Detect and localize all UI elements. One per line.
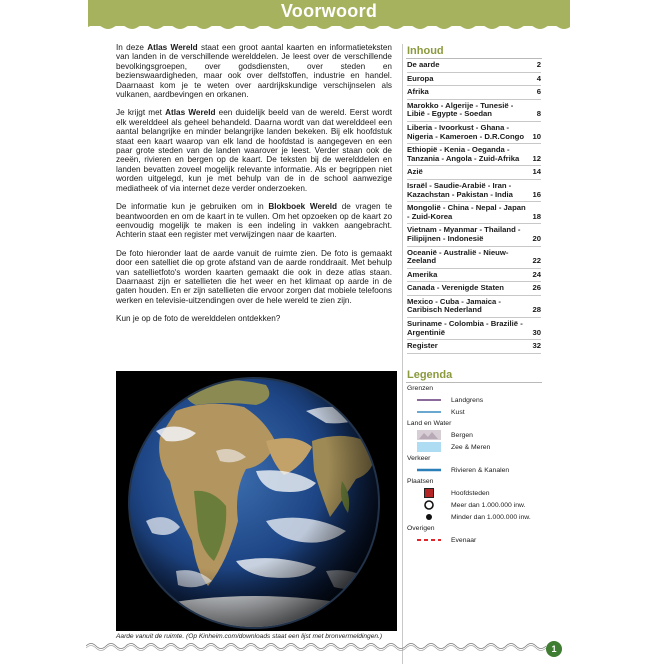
intro-paragraph: De informatie kun je gebruiken om in Blokboek Wereld de vragen te beantwoorden en om de kaart in te vullen. Om het opzoeken op de kaart zo eenvoudig mogelijk te maken is een indeling in vakken aangebracht. Achterin staat een register met verwijzingen naar de kaarten. [116, 202, 392, 240]
intro-paragraph: Je krijgt met Atlas Wereld een duidelijk beeld van de wereld. Eerst wordt elk werelddeel als geheel behandeld. Daarna wordt van dat werelddeel een aantal belangrijke en minder belangrijke landen bekeken. Bij elk hoofdstuk staat een kaart waarop van elk land de hoofdstad is aangegeven en een paar grote steden van de landen waarover je leest. Verder staan ook de zeeën, rivieren en bergen op de kaart. De teksten bij de werelddelen en landen bevatten zoveel mogelijk relevante informatie. Als er begrippen niet worden uitgelegd, kun je met behulp van de in de school aanwezige mediatheek of via internet deze verder onderzoeken. [116, 108, 392, 193]
toc-item[interactable] [407, 202, 541, 224]
border-line-icon [417, 395, 441, 405]
large-city-circle-icon [417, 500, 441, 510]
toc-item-label: Suriname - Colombia - Brazilië - Argentinië [407, 319, 523, 337]
toc-item-page: 26 [532, 283, 541, 293]
toc-item[interactable] [407, 144, 541, 166]
water-swatch-icon [417, 442, 441, 452]
toc-item-page: 10 [532, 131, 541, 141]
toc-item-label: Canada - Verenigde Staten [407, 283, 504, 293]
toc-item[interactable] [407, 122, 541, 144]
toc-item[interactable] [407, 100, 541, 122]
legend-item [407, 407, 557, 419]
toc-heading: Inhoud [407, 45, 444, 57]
legend-item [407, 535, 557, 547]
toc-item[interactable] [407, 166, 541, 180]
toc-item-label: Israël - Saudie-Arabië - Iran - Kazachstan - Pakistan - India [407, 180, 513, 199]
toc-item-label: Register [407, 341, 438, 351]
toc-item-label: Azië [407, 167, 423, 177]
footer-wave-decoration [86, 640, 546, 652]
legend-group-title: Plaatsen [407, 478, 434, 485]
legend-item [407, 442, 557, 454]
legend-item-label: Rivieren & Kanalen [451, 467, 510, 474]
toc-item-label: De aarde [407, 60, 440, 69]
legend-item-label: Meer dan 1.000.000 inw. [451, 502, 526, 509]
earth-globe-illustration [116, 371, 397, 631]
intro-question: Kun je op de foto de werelddelen ontdekken? [116, 314, 281, 324]
page-number-badge: 1 [546, 641, 562, 657]
toc-item-label: Europa [407, 73, 434, 83]
legend-group-title: Overigen [407, 525, 435, 532]
legend-item-label: Kust [451, 409, 465, 416]
toc-item-page: 18 [532, 211, 541, 221]
header-wave-decoration [88, 24, 570, 32]
toc-item-page: 32 [532, 341, 541, 351]
legend-group-title: Grenzen [407, 385, 434, 392]
legend-item-label: Evenaar [451, 537, 477, 544]
legend-group-title: Verkeer [407, 455, 431, 462]
page-title: Voorwoord [280, 1, 378, 21]
toc-list [407, 59, 541, 354]
intro-paragraph: In deze Atlas Wereld staat een groot aantal kaarten en informatieteksten van landen in de verschillende werelddelen. Je leest over de verschillende bevolkingsgroepen, over godsdiensten, over steden en bezienswaardigheden, maar ook over delfstoffen, industrie en handel. Daarnaast kom je te weten over aardrijkskundige verschijnselen als vulkanen, aardbevingen en orkanen. [116, 43, 392, 100]
column-divider [402, 44, 403, 664]
toc-item-page: 16 [532, 189, 541, 199]
toc-item-page: 14 [532, 167, 541, 177]
toc-item[interactable] [407, 340, 541, 354]
toc-item-page: 8 [536, 109, 541, 119]
toc-item[interactable] [407, 247, 541, 269]
small-city-dot-icon [417, 512, 441, 522]
legend-item [407, 512, 557, 524]
toc-item[interactable] [407, 269, 541, 283]
equator-dashes-icon [417, 535, 441, 545]
toc-item-label: Vietnam - Myanmar - Thailand - Filipijnen - Indonesië [407, 225, 521, 243]
legend-item [407, 395, 557, 407]
toc-item-page: 20 [532, 233, 541, 243]
coast-line-icon [417, 407, 441, 417]
legend [407, 384, 557, 547]
legend-item-label: Zee & Meren [451, 444, 491, 451]
toc-item[interactable] [407, 73, 541, 87]
toc-item-page: 22 [532, 256, 541, 266]
toc-item-label: Marokko - Algerije - Tunesië - Libië - Egypte - Soedan [407, 100, 514, 119]
river-line-icon [417, 465, 441, 475]
legend-group-title: Land en Water [407, 420, 452, 427]
capital-square-icon [417, 488, 441, 498]
toc-item-label: Mongolië - China - Nepal - Japan - Zuid-Korea [407, 203, 526, 221]
toc-item-page: 28 [532, 305, 541, 315]
legend-item-label: Hoofdsteden [451, 490, 490, 497]
toc-item-page: 4 [536, 73, 541, 83]
legend-heading: Legenda [407, 369, 453, 381]
toc-item[interactable] [407, 180, 541, 202]
legend-item [407, 465, 557, 477]
toc-item-page: 30 [532, 327, 541, 337]
intro-paragraph: De foto hieronder laat de aarde vanuit de ruimte zien. De foto is gemaakt door een satelliet die op grote afstand van de aarde ronddraait. Met behulp van satellietfoto's worden kaarten gemaakt die ook in deze atlas staan. Daarnaast zijn er satellieten die het weer en het klimaat op aarde in de gaten houden. En er zijn satellieten die ervoor zorgen dat mobiele telefoons werken en televisie-uitzendingen over de hele wereld te zien zijn. [116, 248, 392, 305]
toc-item[interactable] [407, 282, 541, 296]
toc-item-page: 6 [536, 87, 541, 97]
earth-photo [116, 371, 397, 631]
mountain-swatch-icon [417, 430, 441, 440]
legend-item [407, 488, 557, 500]
toc-item[interactable] [407, 318, 541, 340]
toc-item-label: Afrika [407, 87, 429, 97]
toc-item-label: Mexico - Cuba - Jamaica - Caribisch Nederland [407, 296, 501, 315]
legend-top-rule [406, 382, 542, 383]
toc-item-label: Liberia - Ivoorkust - Ghana - Nigeria - Kameroen - D.R.Congo [407, 122, 525, 141]
legend-item-label: Bergen [451, 432, 473, 439]
toc-item-label: Amerika [407, 269, 438, 279]
legend-item [407, 430, 557, 442]
legend-item-label: Landgrens [451, 397, 484, 404]
toc-item[interactable] [407, 296, 541, 318]
toc-item-page: 24 [532, 269, 541, 279]
toc-item[interactable] [407, 224, 541, 246]
toc-item-label: Ethiopië - Kenia - Oeganda - Tanzania - Angola - Zuid-Afrika [407, 145, 520, 163]
intro-text [116, 43, 392, 333]
toc-item-page: 2 [536, 60, 541, 69]
legend-item [407, 500, 557, 512]
legend-item-label: Minder dan 1.000.000 inw. [451, 514, 531, 521]
toc-item-page: 12 [532, 153, 541, 163]
toc-item-label: Oceanië - Australië - Nieuw-Zeeland [407, 247, 509, 266]
toc-item[interactable] [407, 59, 541, 73]
header-band [88, 0, 570, 26]
photo-caption: Aarde vanuit de ruimte. (Op Kinheim.com/downloads staat een lijst met bronvermeldingen.) [116, 633, 383, 640]
toc-item[interactable] [407, 86, 541, 100]
